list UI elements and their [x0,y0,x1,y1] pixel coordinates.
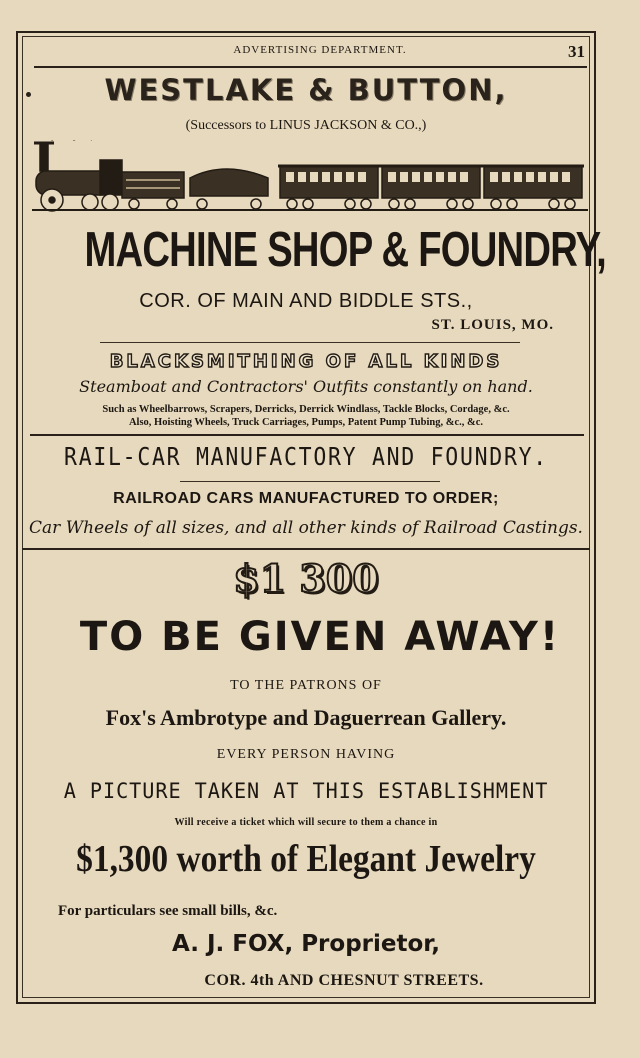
city-line: ST. LOUIS, MO. [431,317,554,333]
prize-amount: $1 300 [233,556,379,601]
section-rule [30,434,584,436]
firm-name: WESTLAKE & BUTTON, [104,73,508,107]
section-rule [100,342,520,343]
items-list-1: Such as Wheelbarrows, Scrapers, Derricks, Derrick Windlass, Tackle Blocks, Cordage, &c. [102,404,510,415]
car-wheels-line: Car Wheels of all sizes, and all other kinds of Railroad Castings. [29,518,583,538]
ad-divider [22,548,590,550]
railcar-line: RAIL-CAR MANUFACTORY AND FOUNDRY. [64,442,548,471]
proprietor-line: A. J. FOX, Proprietor, [172,931,440,957]
header-rule [34,66,587,68]
section-rule [180,481,440,482]
running-header: ADVERTISING DEPARTMENT. [233,44,407,56]
gallery-name: Fox's Ambrotype and Daguerrean Gallery. [105,705,507,730]
corner-address: COR. OF MAIN AND BIDDLE STS., [139,290,473,312]
ticket-line: Will receive a ticket which will secure to them a chance in [174,817,438,828]
page-number: 31 [568,42,585,61]
picture-line: A PICTURE TAKEN AT THIS ESTABLISHMENT [63,779,549,803]
items-list-2: Also, Hoisting Wheels, Truck Carriages, Pumps, Patent Pump Tubing, &c., &c. [128,417,484,428]
every-person-line: EVERY PERSON HAVING [216,747,396,762]
railroad-cars-line: RAILROAD CARS MANUFACTURED TO ORDER; [113,490,499,507]
locomotive-illustration [30,140,590,220]
patrons-line: TO THE PATRONS OF [230,678,382,693]
gallery-address: COR. 4th AND CHESNUT STREETS. [204,972,484,989]
successors-line: (Successors to LINUS JACKSON & CO.,) [185,118,427,133]
jewelry-headline: $1,300 worth of Elegant Jewelry [76,838,536,880]
machine-shop-headline: MACHINE SHOP & FOUNDRY, [84,223,606,277]
blacksmithing-line: BLACKSMITHING OF ALL KINDS [109,351,503,372]
particulars-line: For particulars see small bills, &c. [58,903,278,919]
steamboat-line: Steamboat and Contractors' Outfits constantly on hand. [79,377,533,396]
giveaway-headline: TO BE GIVEN AWAY! [79,614,561,660]
